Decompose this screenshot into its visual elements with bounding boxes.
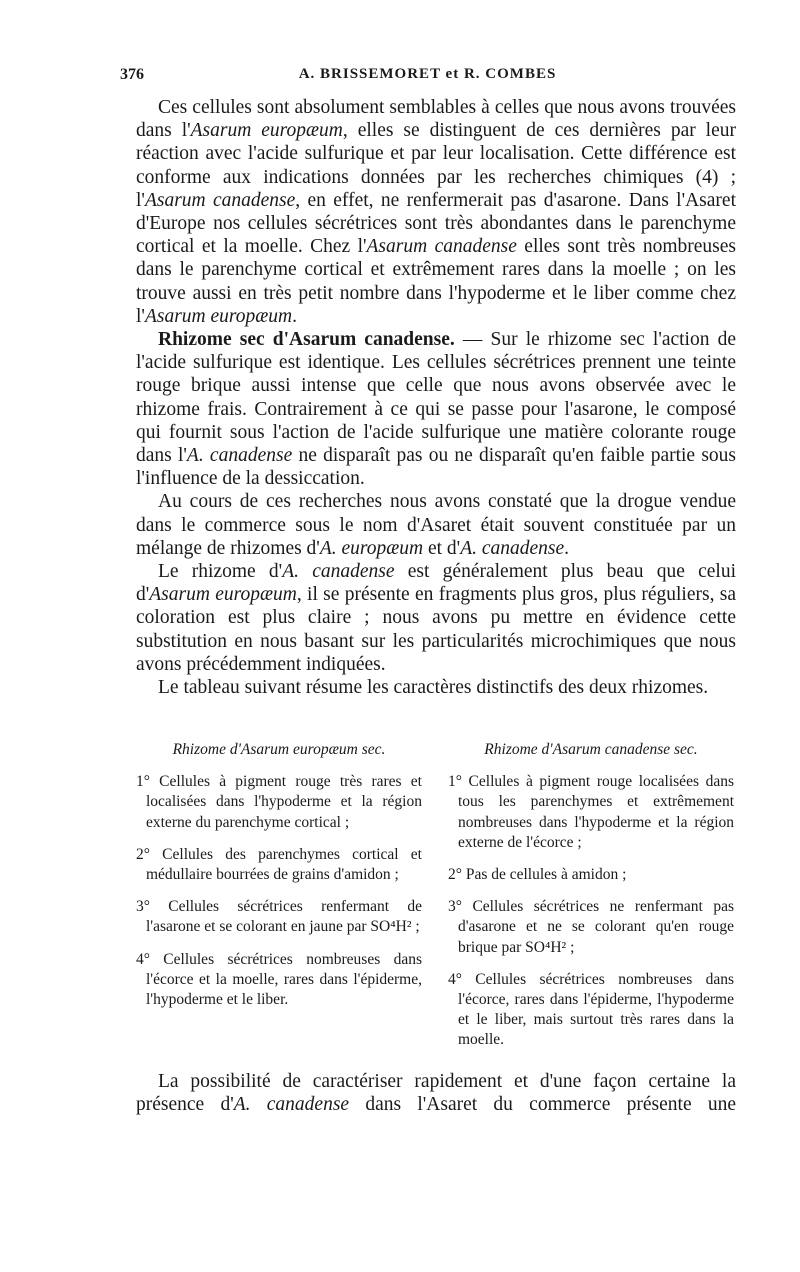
species-name: Asarum europæum [149, 584, 297, 606]
table-item: 1° Cellules à pigment rouge très rares et localisées dans l'hypoderme et la région externe du parenchyme cortical ; [136, 773, 422, 831]
paragraph: Le rhizome d'A. canadense est généralement plus beau que celui d'Asarum europæum, il se présente en fragments plus gros, plus réguliers, sa coloration est plus claire ; nous avons pu mettre en évidence cette substitution en nous basant sur les particularités microchimiques que nous avons précédemment indiquées. [136, 561, 737, 675]
page-number: 376 [120, 66, 144, 83]
table-item: 2° Pas de cellules à amidon ; [448, 866, 627, 884]
species-name: Asarum canadense [144, 189, 296, 211]
paragraph: La possibilité de caractériser rapidement et d'une façon certaine la présence d'A. canadense dans l'Asaret du commerce présente une [136, 1071, 737, 1116]
species-name: A. canadense [186, 445, 293, 467]
species-name: Asarum canadense [366, 236, 517, 258]
table-column-canadense [448, 740, 734, 1063]
column-heading: Rhizome d'Asarum canadense sec. [484, 741, 698, 758]
table-item: 1° Cellules à pigment rouge localisées dans tous les parenchymes et extrêmement nombreuses dans l'hypoderme et la région externe de l'écorce ; [448, 773, 734, 851]
section-heading: Rhizome sec d'Asarum canadense. [158, 329, 455, 351]
table-item: 3° Cellules sécrétrices renfermant de l'asarone et se colorant en jaune par SO⁴H² ; [136, 898, 422, 936]
final-text [136, 1070, 736, 1116]
paragraph: Ces cellules sont absolument semblables à celles que nous avons trouvées dans l'Asarum europæum, elles se distinguent de ces dernières par leur réaction avec l'acide sulfurique et par leur localisation. Cette différence est conforme aux indications données par les recherches chimiques (4) ; l'Asarum canadense, en effet, ne renfermerait pas d'asarone. Dans l'Asaret d'Europe nos cellules sécrétrices sont très abondantes dans le parenchyme cortical et la moelle. Chez l'Asarum canadense elles sont très nombreuses dans le parenchyme cortical et extrêmement rares dans la moelle ; on les trouve aussi en très petit nombre dans l'hypoderme et le liber comme chez l'Asarum europæum. [136, 97, 737, 327]
paragraph: Rhizome sec d'Asarum canadense. — Sur le rhizome sec l'action de l'acide sulfurique est identique. Les cellules sécrétrices prennent une teinte rouge brique aussi intense que celle que nous avons observée avec le rhizome frais. Contrairement à ce qui se passe pour l'asarone, le composé qui fournit sous l'action de l'acide sulfurique une matière colorante rouge dans l'A. canadense ne disparaît pas ou ne disparaît qu'en faible partie sous l'influence de la dessiccation. [136, 329, 736, 490]
species-name: A. europæum [319, 537, 424, 559]
paragraph: Au cours de ces recherches nous avons constaté que la drogue vendue dans le commerce sous le nom d'Asaret était souvent constituée par un mélange de rhizomes d'A. europæum et d'A. canadense. [136, 491, 736, 559]
table-item: 4° Cellules sécrétrices nombreuses dans l'écorce, rares dans l'épiderme, l'hypoderme et le liber, mais surtout très rares dans la moelle. [448, 970, 734, 1049]
species-name: A. canadense [282, 561, 395, 583]
table-item: 3° Cellules sécrétrices ne renfermant pas d'asarone et ne se colorant qu'en rouge brique par SO⁴H² ; [448, 898, 734, 956]
running-head: A. BRISSEMORET et R. COMBES [298, 66, 557, 82]
body-text [136, 96, 736, 699]
paragraph: Le tableau suivant résume les caractères distinctifs des deux rhizomes. [158, 677, 709, 699]
species-name: A. canadense [460, 537, 565, 559]
table-column-europaeum [136, 740, 422, 1022]
species-name: Asarum europæum [190, 120, 343, 142]
table-item: 2° Cellules des parenchymes cortical et médullaire bourrées de grains d'amidon ; [136, 845, 422, 884]
table-item: 4° Cellules sécrétrices nombreuses dans l'écorce et la moelle, rares dans l'épiderme, l'hypoderme et le liber. [136, 950, 422, 1009]
species-name: Asarum europæum [144, 305, 293, 327]
column-heading: Rhizome d'Asarum europæum sec. [172, 741, 386, 758]
page-header [120, 66, 735, 90]
species-name: A. canadense [233, 1094, 350, 1116]
